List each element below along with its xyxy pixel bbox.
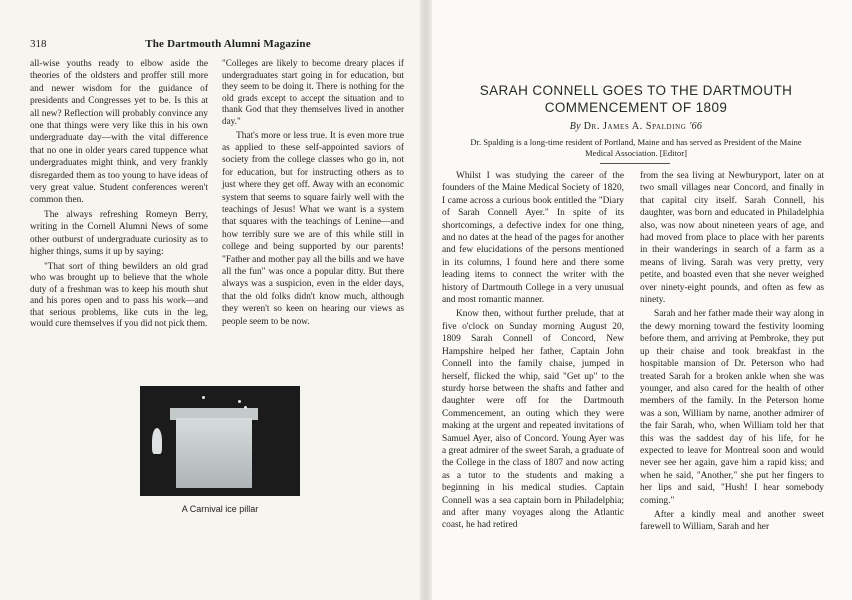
paragraph: all-wise youths ready to elbow aside the theories of the oldsters and proffer still more and newer wisdom for the guidance of presidents and Congresses yet to be. Is this at all new? Reflection will probably convince any one that things were very like this in his own undergraduate day—with the vital difference that no one in older years cared tuppence what undergraduates might think, and very frankly disregarded them as too young to have ideas of very great value. Student conferences weren't common then. [30, 59, 208, 206]
paragraph: After a kindly meal and another sweet farewell to William, Sarah and her [640, 509, 824, 533]
light-dot [202, 396, 205, 399]
light-dot [238, 400, 241, 403]
quotation: "Colleges are likely to become dreary places if undergraduates start going in for education, but they seem to be doing it. There is nothing for the old grads except to accept the situation and to thank God that they themselves lived in another day." [222, 58, 404, 126]
left-column-2 [222, 58, 404, 328]
paragraph: Sarah and her father made their way along in the dewy morning toward the festivity looming before them, and arriving at Pembroke, they put up their chaise and took breakfast in the hospitable mansion of Dr. Peterson who had treated Sarah for a broken ankle when she was younger, and also cared for the health of other members of the family. In the Peterson home was a son, William by name, another admirer of the fair Sarah, who, when William told her that this was the saddest day of his life, for he expected to leave for Montreal soon and would never see her again, gave him a rapid kiss; and when he said, "Another," she put her fingers to her lips and said, "Hush! I hear somebody coming." [640, 309, 824, 506]
figure-caption: A Carnival ice pillar [181, 504, 259, 514]
class-year: '66 [689, 121, 703, 132]
editor-note: Dr. Spalding is a long-time resident of Portland, Maine and has served as President of the Maine Medical Association. [Editor] [470, 137, 802, 158]
paragraph: from the sea living at Newburyport, later on at two small villages near Concord, and finally in that capital city itself. Sarah Connell, his daughter, was born and educated in Philadelphia also, was now about nineteen years of age, and had moved from place to place with her parents in their wanderings in search of a farm as a means of living. Sarah was very pretty, very petite, and boasted even that she never weighed over ninety-eight pounds, and often as few as ninety. [640, 171, 824, 306]
article-title [446, 82, 826, 116]
page-number: 318 [30, 38, 47, 50]
light-dot [244, 406, 247, 409]
right-column-1 [442, 170, 624, 532]
paragraph: Whilst I was studying the career of the founders of the Maine Medical Society of 1820, I came across a curious book entitled the "Diary of Sarah Connell Ayer." In spite of its shortcomings, a defective index for one thing, and no dates at the head of the pages for another and few elucidations of the persons mentioned in its columns, I found here and there some leading items to connect the writer with the history of Dartmouth College in a very unusual and most romantic manner. [442, 171, 624, 306]
byline-prefix: By [569, 121, 581, 132]
title-line: COMMENCEMENT OF 1809 [544, 100, 728, 115]
title-line: SARAH CONNELL GOES TO THE DARTMOUTH [479, 83, 793, 98]
pillar-body [176, 418, 252, 488]
ice-pillar-photo [140, 386, 300, 496]
left-column-1 [30, 58, 208, 330]
paragraph: That's more or less true. It is even more true as applied to these self-appointed saviors of society from the college classes who go in, not for education, but for instructing others as to just where they get off. Away with an economic system that seems to square fairly well with the teachings of Jesus! What we want is a system that squares with the teachings of Lenine—and how terribly sure we are of this while still in college and being supported by our parents! "Father and mother pay all the bills and we have all the fun" was once a popular ditty. But there always was a suspicion, even in the elder days, that the old folks didn't know much, although they weren't so keen on hearing our views as people seem to be now. [222, 130, 404, 327]
running-head [30, 38, 400, 50]
page-gutter [420, 0, 432, 600]
divider [600, 163, 670, 164]
magazine-title: The Dartmouth Alumni Magazine [145, 38, 311, 50]
author-name: Dr. James A. Spalding [583, 121, 687, 132]
quotation: "That sort of thing bewilders an old grad who was brought up to believe that the whole duty of a freshman was to keep his mouth shut and his pores open and to pass his work—and that serious problems, like cuts in the leg, would cure themselves if you did not pick them. [30, 260, 208, 329]
byline [446, 121, 826, 132]
paragraph: The always refreshing Romeyn Berry, writing in the Cornell Alumni News of some other outburst of undergraduate curiosity as to higher things, sums it up by saying: [30, 209, 208, 258]
lamp-glow [152, 428, 162, 454]
paragraph: Know then, without further prelude, that at five o'clock on Sunday morning August 20, 1809 Sarah Connell of Concord, New Hampshire helped her father, Captain John Connell into the family chaise, jumped in herself, flicked the whip, said "Get up" to the sturdy horse between the shafts and father and daughter were off for the Dartmouth Commencement, an outing which they were making at the urgent and repeated invitations of Samuel Ayer, also of Concord. Young Ayer was a great admirer of the sweet Sarah, a graduate of the College in the class of 1807 and now acting as a tutor to the students and making a beginning in his medical studies. Captain Connell was a sea captain born in Philadelphia; and after many voyages along the Atlantic coast, he had retired [442, 309, 624, 531]
right-column-2 [640, 170, 824, 534]
